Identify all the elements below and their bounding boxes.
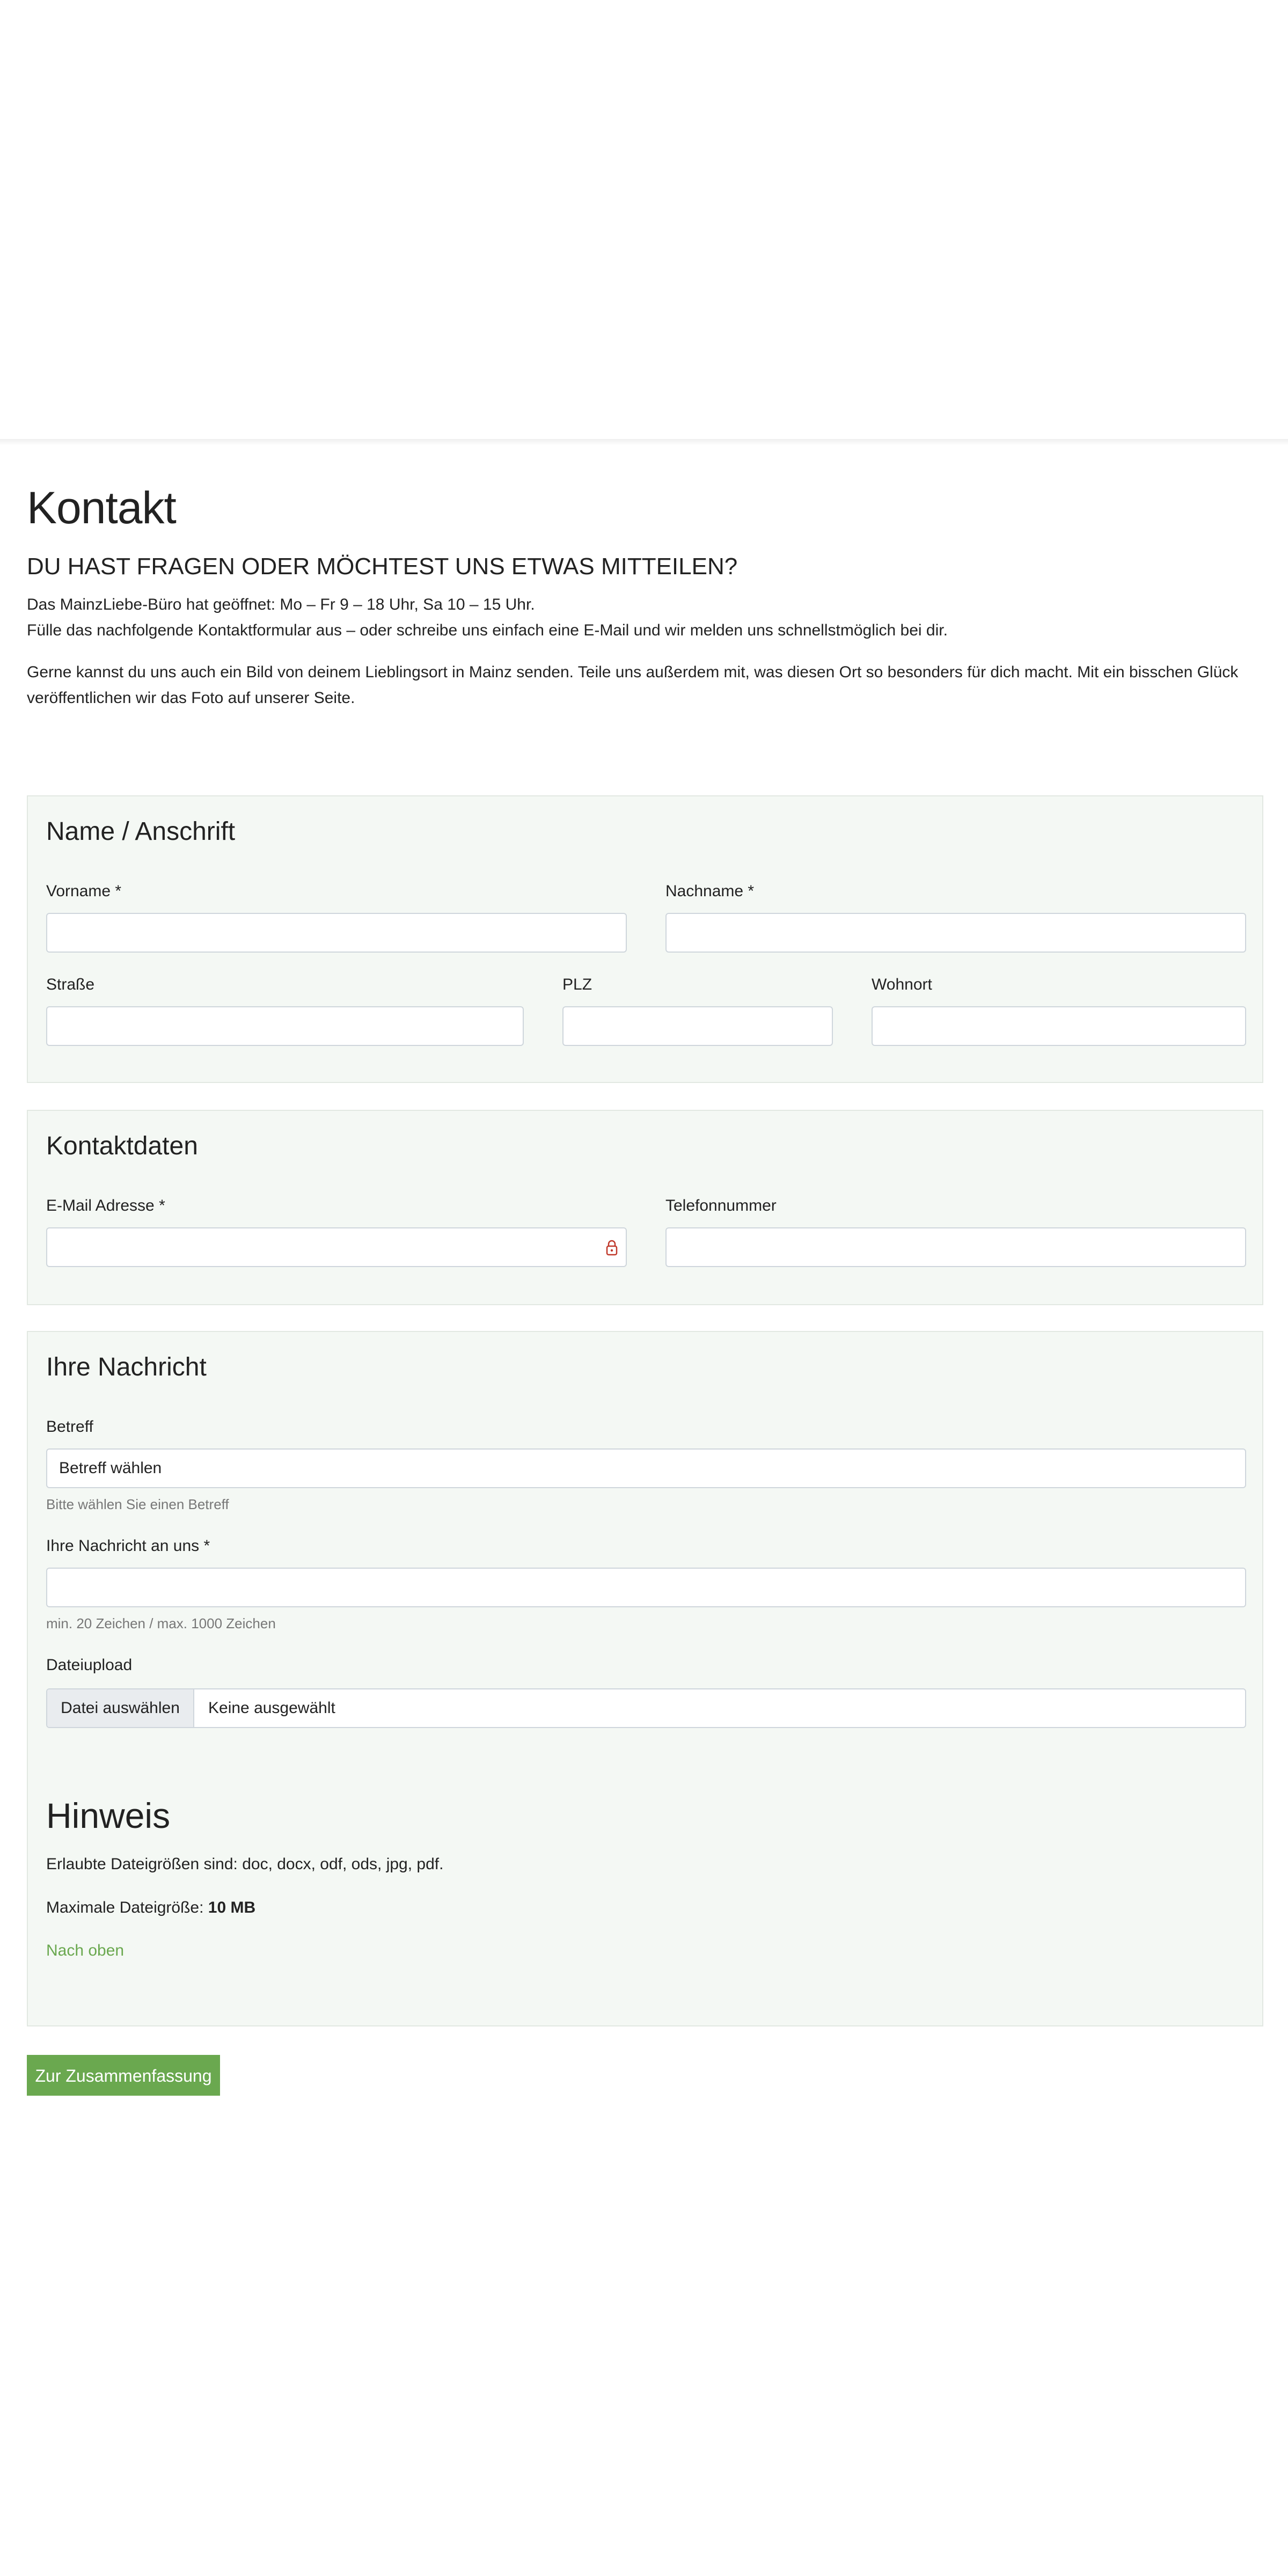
nachname-input[interactable] [665,913,1246,953]
upload-label: Dateiupload [46,1656,133,1674]
strasse-label: Straße [46,976,95,993]
hint-max-size-value: 10 MB [208,1899,256,1916]
header-shadow [0,439,1288,445]
name-address-legend: Name / Anschrift [46,817,236,846]
hint-allowed-types: Erlaubte Dateigrößen sind: doc, docx, odf, ods, jpg, pdf. [46,1855,444,1873]
nachname-label: Nachname * [665,882,755,900]
strasse-input[interactable] [46,1006,524,1046]
hint-max-size-label: Maximale Dateigröße: [46,1899,208,1916]
intro-text [27,592,1263,711]
main-content [27,483,1263,711]
wohnort-label: Wohnort [872,976,932,993]
betreff-label: Betreff [46,1418,93,1436]
betreff-help: Bitte wählen Sie einen Betreff [46,1496,229,1512]
plz-input[interactable] [562,1006,833,1046]
nachricht-help: min. 20 Zeichen / max. 1000 Zeichen [46,1615,276,1631]
file-status: Keine ausgewählt [208,1699,335,1717]
nachricht-label: Ihre Nachricht an uns * [46,1537,210,1555]
email-label: E-Mail Adresse * [46,1197,165,1214]
header-area [0,0,1288,439]
hint-max-size [46,1900,255,1916]
message-fieldset [27,1331,1263,2026]
contact-legend: Kontaktdaten [46,1132,198,1160]
plz-label: PLZ [562,976,592,993]
email-input[interactable] [46,1227,627,1267]
hint-title: Hinweis [46,1796,171,1835]
file-upload[interactable] [46,1688,1246,1728]
page-subtitle: DU HAST FRAGEN ODER MÖCHTEST UNS ETWAS MITTEILEN? [27,553,738,580]
wohnort-input[interactable] [872,1006,1246,1046]
vorname-input[interactable] [46,913,627,953]
back-to-top-link[interactable]: Nach oben [46,1942,125,1959]
name-address-fieldset [27,795,1263,1083]
message-legend: Ihre Nachricht [46,1353,207,1381]
file-choose-button[interactable]: Datei auswählen [47,1689,194,1727]
intro-photo-info: Gerne kannst du uns auch ein Bild von deinem Lieblingsort in Mainz senden. Teile uns außerdem mit, was diesen Ort so besonders für dich macht. Mit ein bisschen Glück veröffentlichen wir das Foto auf unserer Seite. [27,663,1239,707]
lock-icon[interactable] [605,1239,618,1256]
phone-label: Telefonnummer [665,1197,777,1214]
intro-opening-hours: Das MainzLiebe-Büro hat geöffnet: Mo – Fr 9 – 18 Uhr, Sa 10 – 15 Uhr. [27,595,535,613]
vorname-label: Vorname * [46,882,122,900]
betreff-select[interactable]: Betreff wählen [46,1448,1246,1488]
submit-button[interactable]: Zur Zusammenfassung [27,2055,220,2096]
intro-contact-info: Fülle das nachfolgende Kontaktformular aus – oder schreibe uns einfach eine E-Mail und wir melden uns schnellstmöglich bei dir. [27,621,948,639]
nachricht-textarea[interactable] [46,1568,1246,1607]
page-title: Kontakt [27,482,176,533]
phone-input[interactable] [665,1227,1246,1267]
contact-fieldset [27,1110,1263,1305]
